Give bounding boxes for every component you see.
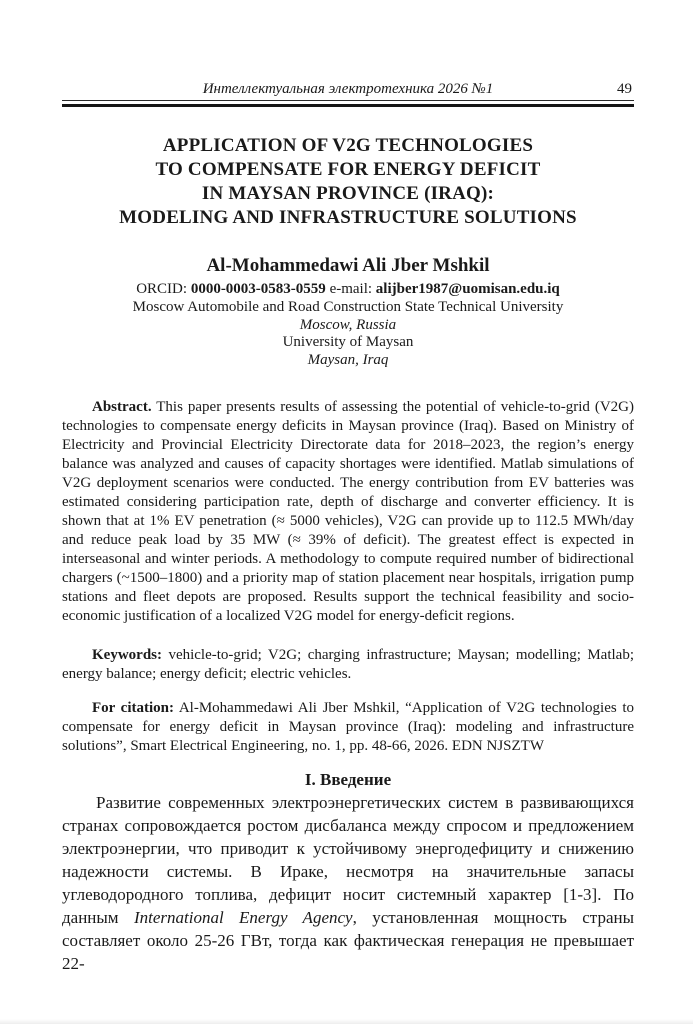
affiliation-location-2: Maysan, Iraq (307, 351, 389, 368)
orcid-value: 0000-0003-0583-0559 (190, 281, 326, 297)
introduction-italic-phrase: International Energy Agency (133, 908, 353, 927)
abstract-paragraph (62, 398, 634, 626)
email-label: e-mail: (329, 281, 373, 297)
orcid-email-line (62, 279, 634, 299)
page-number: 49 (617, 81, 632, 97)
orcid-label: ORCID: (136, 281, 188, 297)
keywords-label: Keywords: (92, 647, 162, 663)
journal-title: Интеллектуальная электротехника 2026 №1 (202, 81, 494, 97)
article-title-line: IN MAYSAN PROVINCE (IRAQ): (201, 183, 495, 204)
email-value: alijber1987@uomisan.edu.iq (375, 281, 560, 297)
abstract-label: Abstract. (92, 399, 152, 415)
citation-label: For citation: (92, 700, 175, 716)
author-block (62, 255, 634, 369)
introduction-paragraph (62, 791, 634, 975)
affiliation-university-1: Moscow Automobile and Road Construction State Technical University (132, 299, 564, 315)
introduction-text-start: Развитие современных электроэнергетических систем в развивающихся странах сопровождается ростом дисбаланса между спросом и предложением электроэнергии, что приводит к устойчивому энергодефициту и снижению надежности системы. В Ираке, несмотря на значительные запасы углеводородного топлива, дефицит носит системный характер [1-3]. По данным (62, 793, 634, 927)
article-title (62, 134, 634, 230)
article-title-line: MODELING AND INFRASTRUCTURE SOLUTIONS (119, 207, 577, 228)
affiliation-location-1: Moscow, Russia (299, 316, 397, 333)
section-heading-introduction: I. Введение (304, 770, 392, 789)
running-header (62, 80, 634, 101)
affiliation-university-2: University of Maysan (282, 334, 414, 350)
citation-text: Al-Mohammedawi Ali Jber Mshkil, “Application of V2G technologies to compensate for energy deficit in Maysan province (Iraq): modeling and infrastructure solutions”, Smart Electrical Engineering, no. 1, pp. 48-66, 2026. EDN NJSZTW (62, 700, 634, 754)
author-name: Al-Mohammedawi Ali Jber Mshkil (206, 255, 490, 276)
citation-paragraph (62, 699, 634, 756)
article-title-line: APPLICATION OF V2G TECHNOLOGIES (162, 135, 534, 156)
header-rule (62, 104, 634, 107)
keywords-paragraph (62, 646, 634, 684)
introduction-text-end: , установленная мощность страны составляет около 25-26 ГВт, тогда как фактическая генерация не превышает 22- (62, 908, 635, 973)
keywords-text: vehicle-to-grid; V2G; charging infrastructure; Maysan; modelling; Matlab; energy balance; energy deficit; electric vehicles. (62, 647, 634, 682)
article-title-line: TO COMPENSATE FOR ENERGY DEFICIT (155, 159, 541, 180)
abstract-text: This paper presents results of assessing the potential of vehicle-to-grid (V2G) technologies to compensate energy deficits in Maysan province (Iraq). Based on Ministry of Electricity and Provincial Electricity Directorate data for 2018–2023, the region’s energy balance was analyzed and causes of capacity shortages were identified. Matlab simulations of V2G deployment scenarios were conducted. The energy contribution from EV batteries was estimated considering participation rate, depth of discharge and converter efficiency. It is shown that at 1% EV penetration (≈ 5000 vehicles), V2G can provide up to 112.5 MWh/day and reduce peak load by 35 MW (≈ 39% of deficit). The greatest effect is expected in interseasonal and winter periods. A methodology to compute required number of bidirectional chargers (~1500–1800) and a priority map of station placement near hospitals, irrigation pump stations and fleet depots are proposed. Results support the technical feasibility and socio-economic justification of a localized V2G model for energy-deficit regions. (62, 399, 634, 624)
